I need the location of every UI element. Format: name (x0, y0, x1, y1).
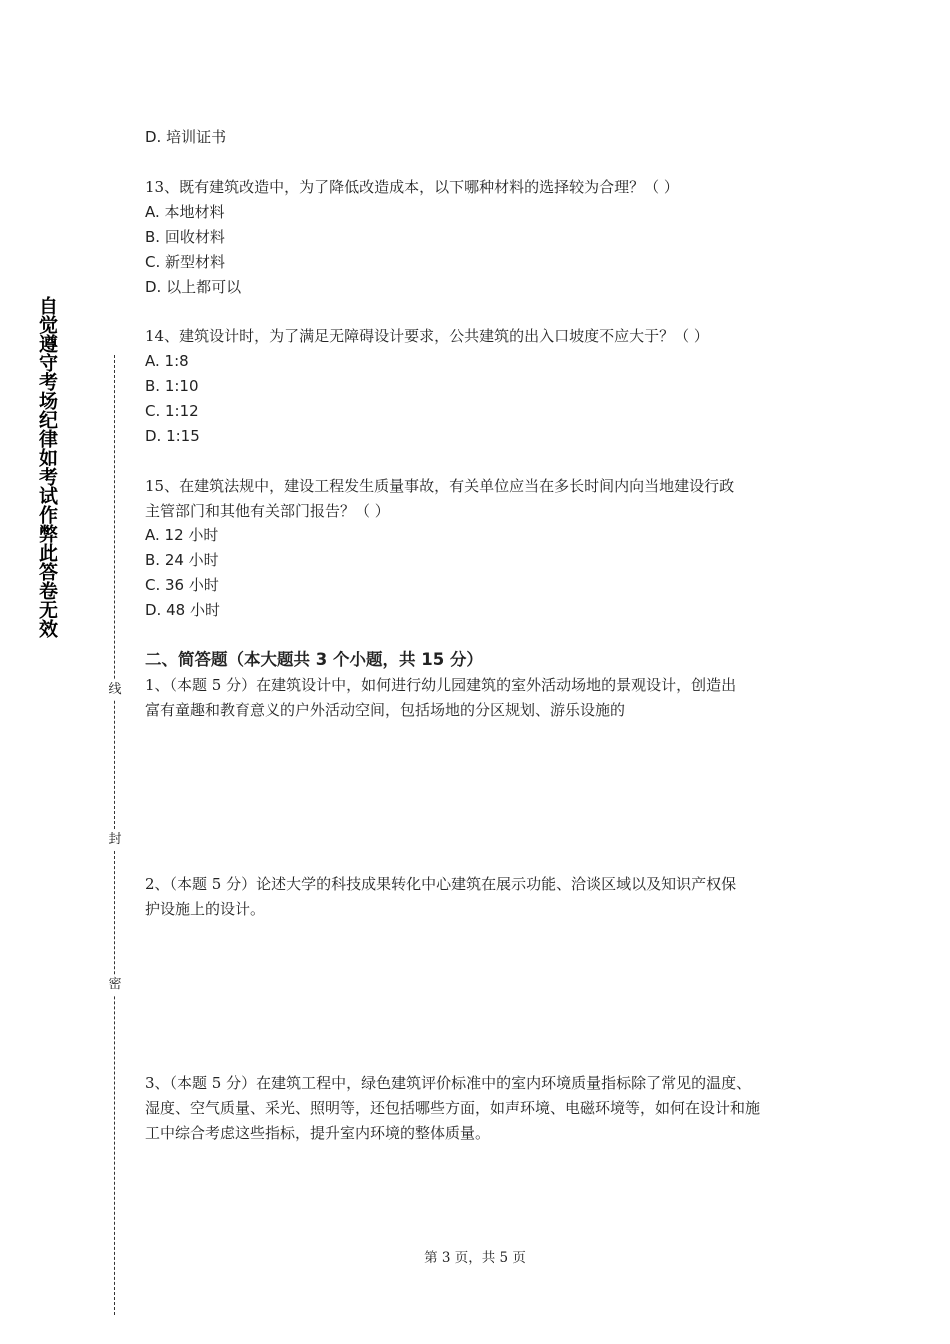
short-answer-1-line-2: 富有童趣和教育意义的户外活动空间，包括场地的分区规划、游乐设施的 (145, 701, 626, 719)
question-15-stem-line-2: 主管部门和其他有关部门报告？（ ） (145, 502, 390, 520)
question-14-option-c: C. 1:12 (145, 402, 199, 420)
short-answer-3-line-1: 3、（本题 5 分）在建筑工程中，绿色建筑评价标准中的室内环境质量指标除了常见的温度、 (145, 1074, 752, 1092)
question-15-option-b: B. 24 小时 (145, 551, 219, 569)
page-number-footer: 第 3 页，共 5 页 (424, 1250, 526, 1266)
question-15-option-a: A. 12 小时 (145, 526, 219, 544)
question-13-option-d: D. 以上都可以 (145, 278, 242, 296)
short-answer-2-line-1: 2、（本题 5 分）论述大学的科技成果转化中心建筑在展示功能、洽谈区域以及知识产权保 (145, 875, 737, 893)
short-answer-3-line-3: 工中综合考虑这些指标，提升室内环境的整体质量。 (145, 1124, 491, 1142)
section-2-title: 二、简答题（本大题共 3 个小题，共 15 分） (145, 650, 483, 669)
question-14-option-b: B. 1:10 (145, 377, 199, 395)
question-13-stem: 13、既有建筑改造中，为了降低改造成本，以下哪种材料的选择较为合理？（ ） (145, 178, 679, 196)
question-13-option-a: A. 本地材料 (145, 203, 225, 221)
short-answer-3-line-2: 湿度、空气质量、采光、照明等，还包括哪些方面，如声环境、电磁环境等，如何在设计和施 (145, 1099, 761, 1117)
exam-rule-vertical-title: 自觉遵守考场纪律如考试作弊此答卷无效 (36, 296, 58, 638)
binding-label-mi: 密 (106, 975, 124, 995)
question-13-option-c: C. 新型材料 (145, 253, 226, 271)
question-13-option-b: B. 回收材料 (145, 228, 225, 246)
question-15-stem-line-1: 15、在建筑法规中，建设工程发生质量事故，有关单位应当在多长时间内向当地建设行政 (145, 477, 735, 495)
question-15-option-d: D. 48 小时 (145, 601, 220, 619)
prev-question-option: D. 培训证书 (145, 128, 227, 146)
short-answer-2-line-2: 护设施上的设计。 (145, 900, 266, 918)
binding-label-xian: 线 (106, 680, 124, 700)
question-14-option-a: A. 1:8 (145, 352, 189, 370)
question-14-option-d: D. 1:15 (145, 427, 200, 445)
question-14-stem: 14、建筑设计时，为了满足无障碍设计要求，公共建筑的出入口坡度不应大于？（ ） (145, 327, 709, 345)
question-15-option-c: C. 36 小时 (145, 576, 219, 594)
short-answer-1-line-1: 1、（本题 5 分）在建筑设计中，如何进行幼儿园建筑的室外活动场地的景观设计，创造出 (145, 676, 737, 694)
binding-label-feng: 封 (106, 830, 124, 850)
